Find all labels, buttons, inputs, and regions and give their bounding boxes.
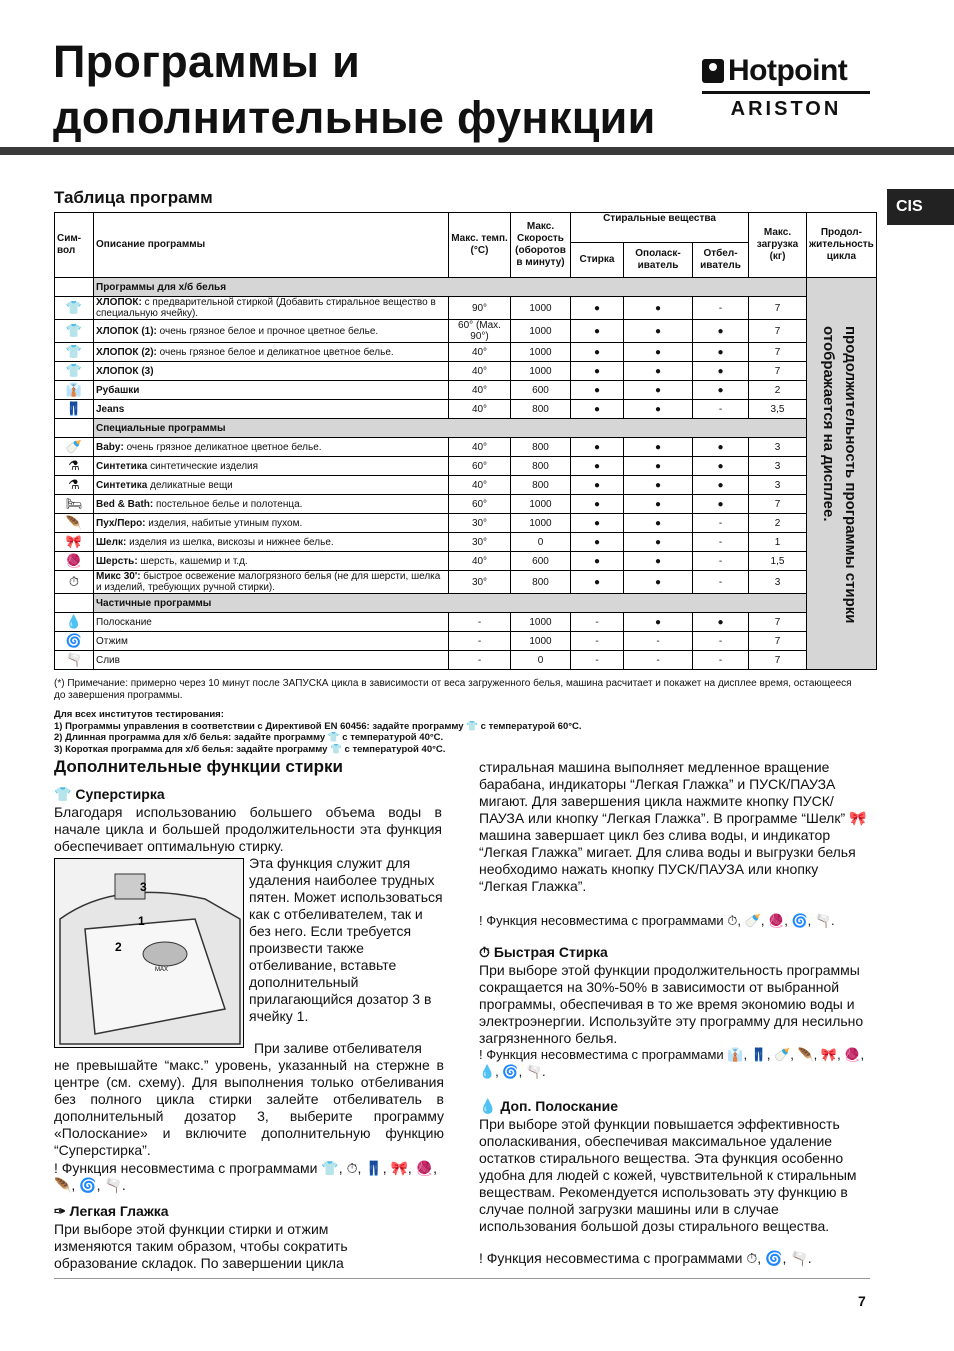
program-name: Bed & Bath:	[96, 498, 154, 510]
program-detail: очень грязное деликатное цветное белье.	[123, 441, 322, 453]
rinse-cell: ●	[624, 613, 693, 632]
program-detail: очень грязное белое и деликатное цветное белье.	[156, 346, 394, 358]
temp-cell: 60°	[449, 457, 511, 476]
rinse-cell: ●	[624, 514, 693, 533]
quick-incompat: ! Функция несовместима с программами 👔, 👖, 🍼, 🪶, 🎀, 🧶, 💧, 🌀, 🫗.	[479, 1047, 865, 1079]
temp-cell: 40°	[449, 362, 511, 381]
program-desc	[94, 362, 449, 381]
bleach-cell: -	[693, 651, 749, 670]
program-desc	[94, 552, 449, 571]
temp-cell: 40°	[449, 438, 511, 457]
quick-title: Быстрая Стирка	[493, 944, 608, 960]
rinse-cell: ●	[624, 495, 693, 514]
page-number: 7	[858, 1293, 866, 1309]
fig-label-max: MAX	[155, 967, 169, 973]
program-name: ХЛОПОК (1):	[96, 325, 157, 337]
load-cell: 7	[749, 495, 807, 514]
wash-cell: -	[571, 632, 624, 651]
speed-cell: 800	[511, 476, 571, 495]
program-icon: 👕	[55, 343, 94, 362]
wash-cell: -	[571, 613, 624, 632]
program-detail: очень грязное белое и прочное цветное белье.	[156, 325, 379, 337]
col-symbol: Сим-вол	[55, 213, 94, 278]
program-desc	[94, 297, 449, 320]
iron-icon: ✑	[54, 1203, 66, 1219]
program-detail: Полоскание	[96, 616, 152, 628]
speed-cell: 0	[511, 651, 571, 670]
program-detail: быстрое освежение малогрязного белья (не для шерсти, шелка и изделий, требующих ручной стирки).	[96, 571, 441, 593]
bleach-cell: ●	[693, 438, 749, 457]
program-name: Baby:	[96, 441, 124, 453]
program-desc	[94, 632, 449, 651]
wash-cell: ●	[571, 514, 624, 533]
quick-heading	[479, 944, 608, 961]
speed-cell: 0	[511, 533, 571, 552]
quick-text: При выборе этой функции продолжительность программы сокращается на 30%-50% в зависимости от выбранной программы, обеспечивая в то же время экономию воды и электроэнергии. Используйте эту программу для несильно загрязненного белья.	[479, 962, 864, 1046]
super-wash-icon: 👕	[54, 786, 72, 802]
rinse-cell: ●	[624, 297, 693, 320]
testing-notes	[54, 709, 864, 755]
fig-label-1: 1	[138, 914, 145, 928]
rinse-cell: ●	[624, 571, 693, 594]
rinse-cell: -	[624, 651, 693, 670]
temp-cell: 60° (Max. 90°)	[449, 320, 511, 343]
program-detail: с предварительной стиркой (Добавить стиральное вещество в специальную ячейку).	[96, 297, 436, 319]
speed-cell: 800	[511, 400, 571, 419]
program-row	[55, 632, 877, 651]
col-desc: Описание программы	[94, 213, 449, 278]
load-cell: 2	[749, 381, 807, 400]
bleach-cell: ●	[693, 381, 749, 400]
program-name: ХЛОПОК (3)	[96, 365, 154, 377]
bleach-cell: -	[693, 552, 749, 571]
load-cell: 3	[749, 438, 807, 457]
speed-cell: 600	[511, 381, 571, 400]
program-desc	[94, 381, 449, 400]
group-name: Программы для х/б белья	[94, 278, 807, 297]
program-row	[55, 297, 877, 320]
temp-cell: 30°	[449, 533, 511, 552]
program-icon: 👕	[55, 362, 94, 381]
temp-cell: 40°	[449, 476, 511, 495]
group-name: Специальные программы	[94, 419, 807, 438]
program-desc	[94, 651, 449, 670]
program-desc	[94, 613, 449, 632]
program-desc	[94, 476, 449, 495]
temp-cell: 90°	[449, 297, 511, 320]
dispenser-diagram	[54, 858, 244, 1048]
program-icon: 🌀	[55, 632, 94, 651]
super-wash-intro: Благодаря использованию большего объема воды в начале цикла и большей продолжительности эта функция обеспечивает оптимальную стирку.	[54, 804, 442, 854]
group-header	[55, 278, 877, 297]
rinse-incompat: ! Функция несовместима с программами ⏱, 🌀, 🫗.	[479, 1250, 812, 1266]
program-name: Рубашки	[96, 384, 140, 396]
speed-cell: 1000	[511, 320, 571, 343]
logo-sub: ARISTON	[730, 98, 842, 120]
program-detail: деликатные вещи	[147, 479, 233, 491]
program-name: Синтетика	[96, 479, 148, 491]
rinse-cell: ●	[624, 400, 693, 419]
group-header	[55, 594, 877, 613]
bleach-cell: ●	[693, 343, 749, 362]
bleach-cell: -	[693, 571, 749, 594]
rinse-cell: ●	[624, 320, 693, 343]
wash-cell: ●	[571, 571, 624, 594]
program-icon: 🛏	[55, 495, 94, 514]
load-cell: 7	[749, 632, 807, 651]
program-icon: 💧	[55, 613, 94, 632]
fig-label-3: 3	[140, 880, 147, 894]
super-wash-incompat: ! Функция несовместима с программами 👕, ⏱, 👖, 🎀, 🧶, 🪶, 🌀, 🫗.	[54, 1160, 438, 1193]
bleach-cell: -	[693, 514, 749, 533]
rinse-icon: 💧	[479, 1098, 497, 1114]
title-line-1: Программы и	[53, 36, 361, 87]
program-detail: изделия из шелка, вискозы и нижнее белье.	[126, 536, 334, 548]
speed-cell: 800	[511, 457, 571, 476]
program-row	[55, 495, 877, 514]
program-detail: постельное белье и полотенца.	[153, 498, 303, 510]
super-wash-side2: При заливе отбеливателя	[254, 1040, 422, 1056]
load-cell: 1	[749, 533, 807, 552]
program-desc	[94, 571, 449, 594]
wash-cell: ●	[571, 400, 624, 419]
program-row	[55, 438, 877, 457]
program-name: Jeans	[96, 403, 125, 415]
bleach-cell: ●	[693, 362, 749, 381]
temp-cell: 40°	[449, 400, 511, 419]
brand-logo	[702, 54, 870, 121]
program-row	[55, 514, 877, 533]
duration-cell	[807, 278, 877, 670]
iron-incompat: ! Функция несовместима с программами ⏱, 🍼, 🧶, 🌀, 🫗.	[479, 913, 835, 928]
wash-cell: ●	[571, 438, 624, 457]
load-cell: 7	[749, 651, 807, 670]
bleach-cell: ●	[693, 476, 749, 495]
wash-cell: ●	[571, 533, 624, 552]
program-icon: 👖	[55, 400, 94, 419]
temp-cell: -	[449, 632, 511, 651]
program-icon: 🫗	[55, 651, 94, 670]
temp-cell: 40°	[449, 343, 511, 362]
wash-cell: ●	[571, 362, 624, 381]
rinse-cell: -	[624, 632, 693, 651]
wash-cell: ●	[571, 381, 624, 400]
load-cell: 3	[749, 457, 807, 476]
super-wash-side: Эта функция служит для удаления наиболее трудных пятен. Может использоваться как с отбеливателем, так и без него. Если требуется произвести также отбеливание, вставьте дополнительный прилагающийся дозатор 3 в ячейку 1.	[249, 855, 443, 1024]
col-detergents: Стиральные вещества	[571, 213, 749, 243]
iron-text-cont: стиральная машина выполняет медленное вращение барабана, индикаторы “Легкая Глажка” и ПУСК/ПАУЗА мигают. Для завершения цикла нажмите кнопку ПУСК/ПАУЗА или кнопку “Легкая Глажка”. В программе “Шелк” 🎀 машина завершает цикл без слива воды, и индикатор “Легкая Глажка” мигает. Для слива воды и выгрузки белья необходимо нажать кнопку ПУСК/ПАУЗА или кнопку “Легкая Глажка”.	[479, 759, 867, 894]
wash-cell: ●	[571, 457, 624, 476]
rinse-text: При выборе этой функции повышается эффективность ополаскивания, обеспечивая максимальное удаление остатков стирального вещества. Эта функция особенно удобна для людей с кожей, чувствительной к стиральным веществам. Рекомендуется использовать эту функцию в случае полной загрузки машины или в случае использования большой дозы стирального вещества.	[479, 1116, 857, 1234]
load-cell: 7	[749, 613, 807, 632]
program-name: Синтетика	[96, 460, 148, 472]
iron-heading	[54, 1203, 169, 1220]
program-row	[55, 400, 877, 419]
temp-cell: 30°	[449, 571, 511, 594]
wash-cell: ●	[571, 495, 624, 514]
rinse-cell: ●	[624, 476, 693, 495]
wash-cell: ●	[571, 320, 624, 343]
super-wash-title: Суперстирка	[75, 786, 165, 802]
col-bleach: Отбел-иватель	[693, 243, 749, 278]
rinse-cell: ●	[624, 381, 693, 400]
program-detail: Отжим	[96, 635, 128, 647]
program-icon: 👔	[55, 381, 94, 400]
speed-cell: 1000	[511, 613, 571, 632]
iron-text: При выборе этой функции стирки и отжим изменяются таким образом, чтобы сократить образование складок. По завершении цикла	[54, 1221, 348, 1271]
bleach-cell: -	[693, 632, 749, 651]
program-icon: ⚗	[55, 457, 94, 476]
speed-cell: 1000	[511, 297, 571, 320]
group-header	[55, 419, 877, 438]
title-line-2: дополнительные функции	[53, 92, 656, 143]
program-desc	[94, 400, 449, 419]
super-wash-heading	[54, 786, 165, 803]
program-icon: 👕	[55, 297, 94, 320]
program-name: Шелк:	[96, 536, 127, 548]
program-desc	[94, 495, 449, 514]
page-title	[53, 34, 656, 146]
program-table	[54, 212, 877, 670]
program-desc	[94, 457, 449, 476]
wash-cell: -	[571, 651, 624, 670]
program-row	[55, 613, 877, 632]
program-row	[55, 362, 877, 381]
col-speed: Макс. Скорость (оборотов в минуту)	[511, 213, 571, 278]
speed-cell: 800	[511, 571, 571, 594]
program-row	[55, 381, 877, 400]
load-cell: 7	[749, 320, 807, 343]
testing-title: Для всех институтов тестирования:	[54, 709, 224, 720]
load-cell: 7	[749, 362, 807, 381]
iron-title: Легкая Глажка	[69, 1203, 169, 1219]
temp-cell: 40°	[449, 381, 511, 400]
col-duration: Продол-жительность цикла	[807, 213, 877, 278]
speed-cell: 1000	[511, 362, 571, 381]
program-icon: ⚗	[55, 476, 94, 495]
program-icon: 🧶	[55, 552, 94, 571]
asterisk-note: (*) Примечание: примерно через 10 минут после ЗАПУСКА цикла в зависимости от веса загруженного белья, машина расчитает и покажет на дисплее время, остающееся до завершения программы.	[54, 678, 852, 701]
load-cell: 7	[749, 343, 807, 362]
program-icon: 🍼	[55, 438, 94, 457]
hotpoint-logo-icon	[702, 59, 724, 83]
duration-note: продолжительность программы стирки отображается на дисплее.	[820, 326, 859, 624]
testing-1: 1) Программы управления в соответствии с Директивой EN 60456: задайте программу 👕 с температурой 60°С.	[54, 720, 582, 732]
language-tab: CIS	[887, 189, 954, 225]
rinse-title: Доп. Полоскание	[500, 1098, 619, 1114]
temp-cell: 40°	[449, 552, 511, 571]
load-cell: 1,5	[749, 552, 807, 571]
wash-cell: ●	[571, 552, 624, 571]
program-row	[55, 320, 877, 343]
load-cell: 7	[749, 297, 807, 320]
wash-cell: ●	[571, 476, 624, 495]
bleach-cell: ●	[693, 613, 749, 632]
program-row	[55, 343, 877, 362]
rinse-cell: ●	[624, 552, 693, 571]
col-wash: Стирка	[571, 243, 624, 278]
bleach-cell: ●	[693, 457, 749, 476]
bleach-cell: -	[693, 297, 749, 320]
bleach-cell: ●	[693, 320, 749, 343]
speed-cell: 600	[511, 552, 571, 571]
program-desc	[94, 320, 449, 343]
quick-icon: ⏱	[479, 944, 490, 960]
rinse-cell: ●	[624, 343, 693, 362]
program-detail: изделия, набитые утиным пухом.	[145, 517, 303, 529]
program-row	[55, 533, 877, 552]
rinse-heading	[479, 1098, 618, 1115]
rinse-cell: ●	[624, 533, 693, 552]
program-name: Микс 30':	[96, 571, 141, 582]
col-temp: Макс. темп. (°С)	[449, 213, 511, 278]
speed-cell: 1000	[511, 343, 571, 362]
program-name: Пух/Перо:	[96, 517, 146, 529]
col-rinse: Ополаск-иватель	[624, 243, 693, 278]
program-detail: шерсть, кашемир и т.д.	[137, 555, 248, 567]
bleach-cell: -	[693, 400, 749, 419]
header-divider	[0, 147, 954, 155]
program-name: ХЛОПОК:	[96, 297, 142, 308]
fig-label-2: 2	[115, 940, 122, 954]
rinse-cell: ●	[624, 457, 693, 476]
col-load: Макс. загрузка (кг)	[749, 213, 807, 278]
load-cell: 3	[749, 476, 807, 495]
load-cell: 2	[749, 514, 807, 533]
program-row	[55, 476, 877, 495]
load-cell: 3,5	[749, 400, 807, 419]
program-desc	[94, 533, 449, 552]
program-icon: 🎀	[55, 533, 94, 552]
program-icon: ⏱	[55, 571, 94, 594]
load-cell: 3	[749, 571, 807, 594]
temp-cell: -	[449, 613, 511, 632]
testing-3: 3) Короткая программа для х/б белья: задайте программу 👕 с температурой 40°С.	[54, 743, 446, 755]
program-name: Шерсть:	[96, 555, 138, 567]
wash-cell: ●	[571, 343, 624, 362]
program-desc	[94, 438, 449, 457]
group-name: Частичные программы	[94, 594, 807, 613]
program-detail: синтетические изделия	[147, 460, 259, 472]
speed-cell: 1000	[511, 514, 571, 533]
program-row	[55, 552, 877, 571]
temp-cell: -	[449, 651, 511, 670]
temp-cell: 30°	[449, 514, 511, 533]
program-name: ХЛОПОК (2):	[96, 346, 157, 358]
testing-2: 2) Длинная программа для х/б белья: задайте программу 👕 с температурой 40°С.	[54, 732, 444, 743]
program-row	[55, 457, 877, 476]
bleach-cell: -	[693, 533, 749, 552]
table-section-title: Таблица программ	[54, 188, 213, 207]
wash-cell: ●	[571, 297, 624, 320]
rinse-cell: ●	[624, 438, 693, 457]
program-detail: Слив	[96, 654, 120, 666]
program-desc	[94, 343, 449, 362]
rinse-cell: ●	[624, 362, 693, 381]
program-icon: 👕	[55, 320, 94, 343]
extra-functions-title: Дополнительные функции стирки	[54, 757, 343, 776]
program-row	[55, 571, 877, 594]
speed-cell: 1000	[511, 495, 571, 514]
program-row	[55, 651, 877, 670]
logo-brand: Hotpoint	[728, 54, 848, 87]
super-wash-rest: не превышайте “макс.” уровень, указанный на стержне в центре (см. схему). Для выполнения только отбеливания без полного цикла стирки залейте отбеливатель в дополнительный дозатор 3, выберите программу «Полоскание» и включите дополнительную функцию “Суперстирка”.	[54, 1057, 444, 1158]
program-desc	[94, 514, 449, 533]
speed-cell: 1000	[511, 632, 571, 651]
bleach-cell: ●	[693, 495, 749, 514]
speed-cell: 800	[511, 438, 571, 457]
program-icon: 🪶	[55, 514, 94, 533]
temp-cell: 60°	[449, 495, 511, 514]
